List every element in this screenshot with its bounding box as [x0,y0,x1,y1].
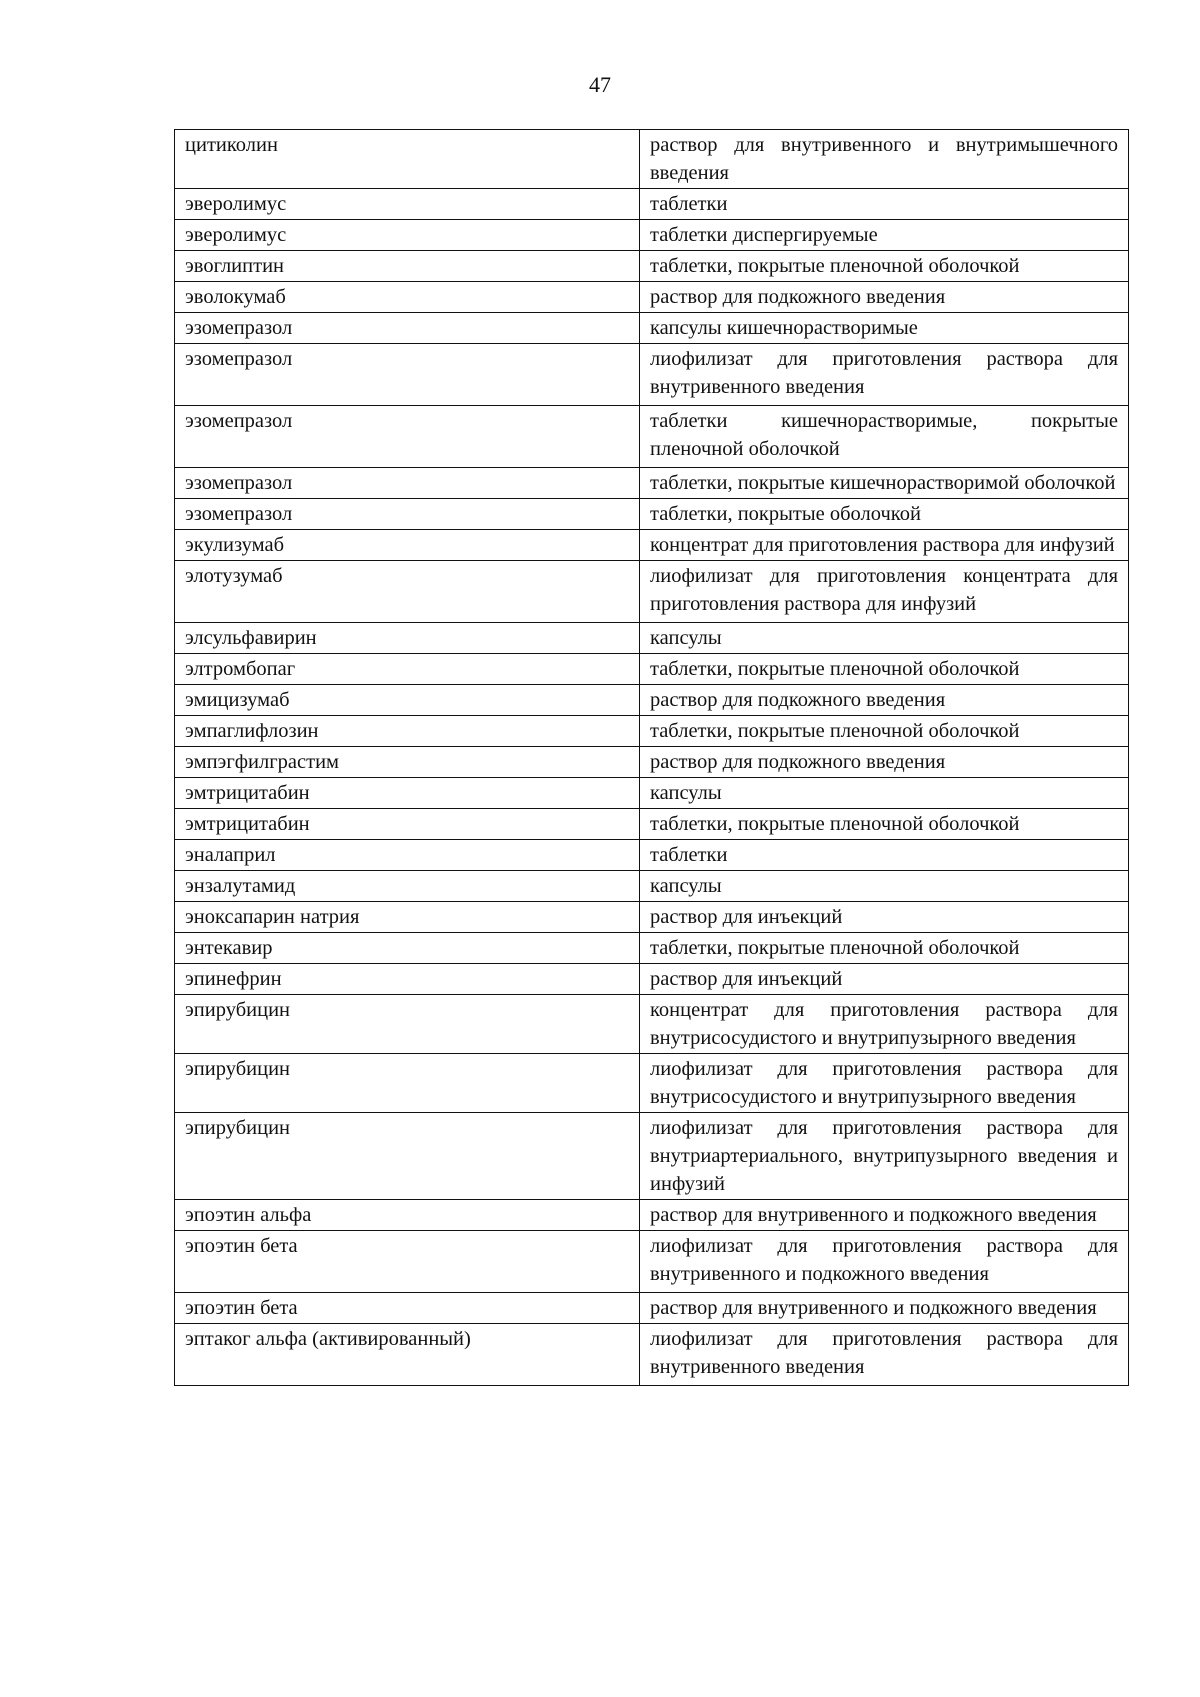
dosage-form-cell: концентрат для приготовления раствора для внутрисосудистого и внутрипузырного введения [640,995,1129,1054]
drug-name-cell: эмицизумаб [175,685,640,716]
drug-name-cell: цитиколин [175,130,640,189]
dosage-form-cell: таблетки, покрытые кишечнорастворимой оболочкой [640,468,1129,499]
page-number: 47 [589,72,611,97]
dosage-form-cell: лиофилизат для приготовления раствора для внутривенного введения [640,1324,1129,1386]
drug-name-cell: эмпэгфилграстим [175,747,640,778]
dosage-form-cell: раствор для подкожного введения [640,685,1129,716]
dosage-form-cell: раствор для подкожного введения [640,282,1129,313]
table-row [175,1113,1129,1200]
drug-name-cell: эноксапарин натрия [175,902,640,933]
table-row [175,468,1129,499]
drug-name-cell: эпирубицин [175,1113,640,1200]
table-row [175,964,1129,995]
table-row [175,499,1129,530]
drug-name-cell: эверолимус [175,189,640,220]
drug-name-cell: экулизумаб [175,530,640,561]
drug-name-cell: эволокумаб [175,282,640,313]
dosage-form-cell: лиофилизат для приготовления раствора для внутриартериального, внутрипузырного введения и инфузий [640,1113,1129,1200]
dosage-form-cell: раствор для подкожного введения [640,747,1129,778]
drug-name-cell: эзомепразол [175,406,640,468]
table-row [175,747,1129,778]
dosage-form-cell: капсулы [640,778,1129,809]
drug-name-cell: эмпаглифлозин [175,716,640,747]
table-row [175,809,1129,840]
drug-name-cell: эмтрицитабин [175,809,640,840]
table-row [175,561,1129,623]
table-row [175,1054,1129,1113]
dosage-form-cell: таблетки, покрытые пленочной оболочкой [640,716,1129,747]
table-row [175,189,1129,220]
dosage-form-cell: таблетки диспергируемые [640,220,1129,251]
dosage-form-cell: таблетки, покрытые пленочной оболочкой [640,654,1129,685]
drug-name-cell: эпинефрин [175,964,640,995]
table-row [175,871,1129,902]
drug-name-cell: энтекавир [175,933,640,964]
drug-name-cell: эмтрицитабин [175,778,640,809]
drug-name-cell: эзомепразол [175,499,640,530]
table-row [175,623,1129,654]
table-row [175,251,1129,282]
dosage-form-cell: концентрат для приготовления раствора для инфузий [640,530,1129,561]
dosage-form-cell: капсулы [640,623,1129,654]
drug-name-cell: элтромбопаг [175,654,640,685]
table-row [175,530,1129,561]
drug-name-cell: энзалутамид [175,871,640,902]
drug-name-cell: эпоэтин бета [175,1293,640,1324]
table-row [175,344,1129,406]
dosage-form-cell: лиофилизат для приготовления концентрата для приготовления раствора для инфузий [640,561,1129,623]
drug-name-cell: эптаког альфа (активированный) [175,1324,640,1386]
dosage-form-cell: раствор для инъекций [640,902,1129,933]
table-row [175,716,1129,747]
dosage-form-cell: таблетки, покрытые пленочной оболочкой [640,809,1129,840]
dosage-form-cell: капсулы кишечнорастворимые [640,313,1129,344]
dosage-form-cell: раствор для инъекций [640,964,1129,995]
dosage-form-cell: лиофилизат для приготовления раствора для внутривенного введения [640,344,1129,406]
dosage-form-cell: лиофилизат для приготовления раствора для внутрисосудистого и внутрипузырного введения [640,1054,1129,1113]
table-row [175,685,1129,716]
drug-name-cell: эпоэтин бета [175,1231,640,1293]
table-row [175,840,1129,871]
table-row [175,933,1129,964]
dosage-form-cell: таблетки, покрытые оболочкой [640,499,1129,530]
dosage-form-cell: раствор для внутривенного и внутримышечного введения [640,130,1129,189]
dosage-form-cell: лиофилизат для приготовления раствора для внутривенного и подкожного введения [640,1231,1129,1293]
drug-name-cell: эзомепразол [175,468,640,499]
dosage-form-cell: таблетки [640,840,1129,871]
dosage-form-cell: таблетки [640,189,1129,220]
table-row [175,995,1129,1054]
table-row [175,313,1129,344]
drug-table [174,129,1129,1386]
table-row [175,406,1129,468]
table-row [175,1293,1129,1324]
table-row [175,1200,1129,1231]
drug-name-cell: эзомепразол [175,313,640,344]
dosage-form-cell: таблетки, покрытые пленочной оболочкой [640,251,1129,282]
dosage-form-cell: таблетки кишечнорастворимые, покрытые пленочной оболочкой [640,406,1129,468]
drug-name-cell: эпирубицин [175,1054,640,1113]
table-row [175,220,1129,251]
table-row [175,130,1129,189]
table-row [175,902,1129,933]
drug-name-cell: эзомепразол [175,344,640,406]
table-row [175,1324,1129,1386]
drug-name-cell: эверолимус [175,220,640,251]
dosage-form-cell: раствор для внутривенного и подкожного введения [640,1200,1129,1231]
dosage-form-cell: раствор для внутривенного и подкожного введения [640,1293,1129,1324]
table-row [175,654,1129,685]
drug-name-cell: элотузумаб [175,561,640,623]
drug-table-body [175,130,1129,1386]
table-row [175,282,1129,313]
drug-name-cell: эпоэтин альфа [175,1200,640,1231]
drug-name-cell: элсульфавирин [175,623,640,654]
dosage-form-cell: таблетки, покрытые пленочной оболочкой [640,933,1129,964]
table-row [175,778,1129,809]
dosage-form-cell: капсулы [640,871,1129,902]
table-row [175,1231,1129,1293]
drug-name-cell: эвоглиптин [175,251,640,282]
drug-name-cell: эпирубицин [175,995,640,1054]
drug-name-cell: эналаприл [175,840,640,871]
